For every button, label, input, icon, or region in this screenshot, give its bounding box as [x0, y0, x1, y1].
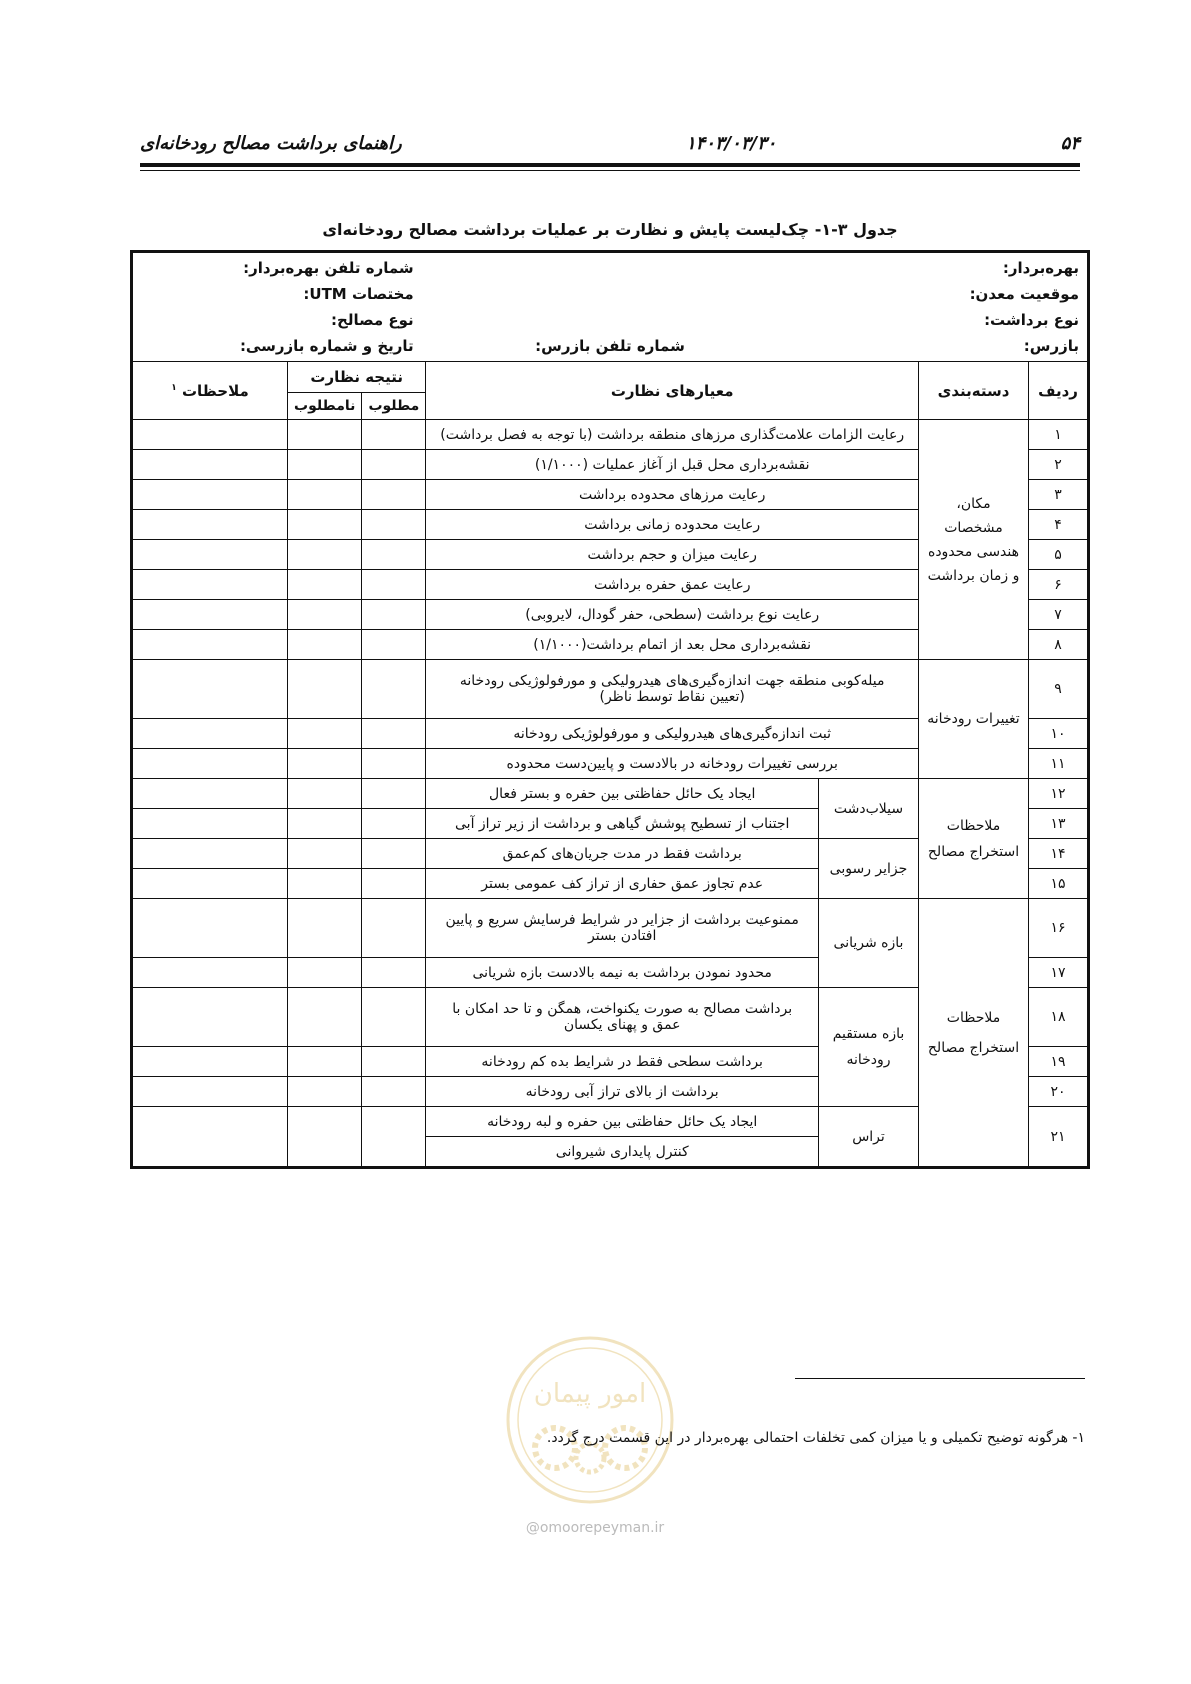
info-block: [132, 252, 1089, 362]
table-row: ۱۰ ثبت اندازه‌گیری‌های هیدرولیکی و مورفولوژیکی رودخانه: [132, 719, 1089, 749]
table-header-row: [132, 362, 1089, 393]
watermark-site: @omoorepeyman.ir: [525, 1520, 665, 1536]
material-type-label: نوع مصالح:: [331, 311, 414, 329]
check-undesirable[interactable]: [288, 450, 362, 480]
table-row: ۹ تغییرات رودخانه میله‌کوبی منطقه جهت اندازه‌گیری‌های هیدرولیکی و مورفولوژیکی رودخانه (تعیین نقاط توسط ناظر): [132, 660, 1089, 719]
table-row: ۱۱ بررسی تغییرات رودخانه در بالادست و پایین‌دست محدوده: [132, 749, 1089, 779]
header-rule-thick: [140, 163, 1080, 167]
table-row: ۸ نقشه‌برداری محل بعد از اتمام برداشت(۱/۱۰۰۰): [132, 630, 1089, 660]
table-title: جدول ۳-۱- چک‌لیست پایش و نظارت بر عملیات برداشت مصالح رودخانه‌ای: [322, 220, 898, 239]
check-desirable[interactable]: [362, 988, 426, 1047]
footnote-ref: ۱: [171, 382, 177, 393]
watermark-seal-icon: [500, 1330, 680, 1510]
col-row-no: ردیف: [1029, 362, 1089, 420]
subgroup-islands: جزایر رسوبی: [819, 839, 919, 899]
notes-cell[interactable]: [132, 958, 288, 988]
col-notes: ملاحظات $^۱$: [132, 362, 288, 420]
mine-location-label: موقعیت معدن:: [969, 285, 1079, 303]
table-row: ۴ رعایت محدوده زمانی برداشت: [132, 510, 1089, 540]
notes-cell[interactable]: [132, 779, 288, 809]
check-undesirable[interactable]: [288, 660, 362, 719]
notes-cell[interactable]: [132, 540, 288, 570]
table-row: ۱۹ برداشت سطحی فقط در شرایط بده کم رودخانه: [132, 1047, 1089, 1077]
check-undesirable[interactable]: [288, 779, 362, 809]
check-undesirable[interactable]: [288, 630, 362, 660]
check-desirable[interactable]: [362, 839, 426, 869]
check-desirable[interactable]: [362, 540, 426, 570]
check-desirable[interactable]: [362, 510, 426, 540]
check-undesirable[interactable]: [288, 899, 362, 958]
page-header: [140, 128, 1080, 158]
notes-cell[interactable]: [132, 988, 288, 1047]
check-undesirable[interactable]: [288, 869, 362, 899]
notes-cell[interactable]: [132, 570, 288, 600]
notes-cell[interactable]: [132, 809, 288, 839]
check-undesirable[interactable]: [288, 719, 362, 749]
table-row: ۱۲ ملاحظات استخراج مصالح سیلاب‌دشت ایجاد یک حائل حفاظتی بین حفره و بستر فعال: [132, 779, 1089, 809]
notes-cell[interactable]: [132, 1047, 288, 1077]
col-criteria: معیارهای نظارت: [426, 362, 919, 420]
footnote: ۱- هرگونه توضیح تکمیلی و یا میزان کمی تخلفات احتمالی بهره‌بردار در این قسمت درج گردد.: [546, 1430, 1085, 1446]
check-undesirable[interactable]: [288, 839, 362, 869]
inspection-date-label: تاریخ و شماره بازرسی:: [239, 337, 414, 355]
subgroup-straight: بازه مستقیم رودخانه: [819, 988, 919, 1107]
check-desirable[interactable]: [362, 420, 426, 450]
notes-cell[interactable]: [132, 420, 288, 450]
header-date: ۱۴۰۳/۰۳/۳۰: [685, 132, 777, 154]
notes-cell[interactable]: [132, 1107, 288, 1168]
table-row: ۲۰ برداشت از بالای تراز آبی رودخانه: [132, 1077, 1089, 1107]
check-desirable[interactable]: [362, 719, 426, 749]
table-row: ۲۱ تراس ایجاد یک حائل حفاظتی بین حفره و لبه رودخانه: [132, 1107, 1089, 1137]
table-row: ۳ رعایت مرزهای محدوده برداشت: [132, 480, 1089, 510]
table-row: ۵ رعایت میزان و حجم برداشت: [132, 540, 1089, 570]
footnote-rule: [795, 1378, 1085, 1379]
table-row: کنترل پایداری شیروانی: [132, 1137, 1089, 1168]
check-desirable[interactable]: [362, 1107, 426, 1168]
table-row: ۶ رعایت عمق حفره برداشت: [132, 570, 1089, 600]
col-category: دسته‌بندی: [919, 362, 1029, 420]
col-result: نتیجه نظارت: [288, 362, 426, 393]
check-undesirable[interactable]: [288, 510, 362, 540]
table-row: ۱۷ محدود نمودن برداشت به نیمه بالادست بازه شریانی: [132, 958, 1089, 988]
checklist-table: [130, 250, 1090, 1169]
notes-cell[interactable]: [132, 839, 288, 869]
notes-cell[interactable]: [132, 600, 288, 630]
table-row: ۱۸ بازه مستقیم رودخانه برداشت مصالح به صورت یکنواخت، همگن و تا حد امکان با عمق و پهنای یکسان: [132, 988, 1089, 1047]
group-3-label: ملاحظات استخراج مصالح: [919, 779, 1029, 899]
operator-label: بهره‌بردار:: [1002, 259, 1079, 277]
notes-cell[interactable]: [132, 450, 288, 480]
check-desirable[interactable]: [362, 660, 426, 719]
notes-cell[interactable]: [132, 749, 288, 779]
notes-cell[interactable]: [132, 719, 288, 749]
check-desirable[interactable]: [362, 570, 426, 600]
book-title: راهنمای برداشت مصالح رودخانه‌ای: [140, 132, 402, 154]
check-undesirable[interactable]: [288, 420, 362, 450]
check-desirable[interactable]: [362, 1077, 426, 1107]
inspector-label: بازرس:: [1023, 337, 1079, 355]
check-undesirable[interactable]: [288, 1047, 362, 1077]
table-row: ۷ رعایت نوع برداشت (سطحی، حفر گودال، لایروبی): [132, 600, 1089, 630]
check-undesirable[interactable]: [288, 600, 362, 630]
check-desirable[interactable]: [362, 480, 426, 510]
notes-cell[interactable]: [132, 660, 288, 719]
check-desirable[interactable]: [362, 869, 426, 899]
watermark-logo-text: امور پیمان: [533, 1379, 647, 1409]
check-undesirable[interactable]: [288, 749, 362, 779]
notes-cell[interactable]: [132, 899, 288, 958]
check-desirable[interactable]: [362, 899, 426, 958]
col-desirable: مطلوب: [362, 393, 426, 420]
check-desirable[interactable]: [362, 779, 426, 809]
check-undesirable[interactable]: [288, 480, 362, 510]
group-1-label: مکان، مشخصات هندسی محدوده و زمان برداشت: [919, 420, 1029, 660]
check-undesirable[interactable]: [288, 988, 362, 1047]
check-desirable[interactable]: [362, 600, 426, 630]
inspector-phone-label: شماره تلفن بازرس:: [535, 337, 685, 355]
extraction-type-label: نوع برداشت:: [984, 311, 1079, 329]
check-undesirable[interactable]: [288, 1077, 362, 1107]
check-undesirable[interactable]: [288, 1107, 362, 1168]
col-undesirable: نامطلوب: [288, 393, 362, 420]
check-desirable[interactable]: [362, 630, 426, 660]
notes-cell[interactable]: [132, 1077, 288, 1107]
header-rule-thin: [140, 170, 1080, 171]
group-4-label: ملاحظات استخراج مصالح: [919, 899, 1029, 1168]
table-row: ۱۴ جزایر رسوبی برداشت فقط در مدت جریان‌های کم‌عمق: [132, 839, 1089, 869]
notes-cell[interactable]: [132, 869, 288, 899]
table-row: ۱۵ عدم تجاوز عمق حفاری از تراز کف عمومی بستر: [132, 869, 1089, 899]
subgroup-terrace: تراس: [819, 1107, 919, 1168]
check-desirable[interactable]: [362, 749, 426, 779]
check-undesirable[interactable]: [288, 540, 362, 570]
subgroup-floodplain: سیلاب‌دشت: [819, 779, 919, 839]
table-row: ۱۳ اجتناب از تسطیح پوشش گیاهی و برداشت از زیر تراز آبی: [132, 809, 1089, 839]
check-undesirable[interactable]: [288, 958, 362, 988]
table-row: ۲ نقشه‌برداری محل قبل از آغاز عملیات (۱/۱۰۰۰): [132, 450, 1089, 480]
check-undesirable[interactable]: [288, 570, 362, 600]
notes-cell[interactable]: [132, 630, 288, 660]
page-number: ۵۴: [1060, 132, 1080, 154]
check-desirable[interactable]: [362, 450, 426, 480]
check-undesirable[interactable]: [288, 809, 362, 839]
table-row: ۱۶ ملاحظات استخراج مصالح بازه شریانی ممنوعیت برداشت از جزایر در شرایط فرسایش سریع و پایین افتادن بستر: [132, 899, 1089, 958]
notes-cell[interactable]: [132, 510, 288, 540]
subgroup-braided: بازه شریانی: [819, 899, 919, 988]
group-2-label: تغییرات رودخانه: [919, 660, 1029, 779]
check-desirable[interactable]: [362, 1047, 426, 1077]
check-desirable[interactable]: [362, 809, 426, 839]
notes-cell[interactable]: [132, 480, 288, 510]
operator-phone-label: شماره تلفن بهره‌بردار:: [243, 259, 414, 277]
utm-label: مختصات UTM:: [303, 285, 414, 303]
table-row: ۱ مکان، مشخصات هندسی محدوده و زمان برداشت رعایت الزامات علامت‌گذاری مرزهای منطقه برداشت (با توجه به فصل برداشت): [132, 420, 1089, 450]
check-desirable[interactable]: [362, 958, 426, 988]
